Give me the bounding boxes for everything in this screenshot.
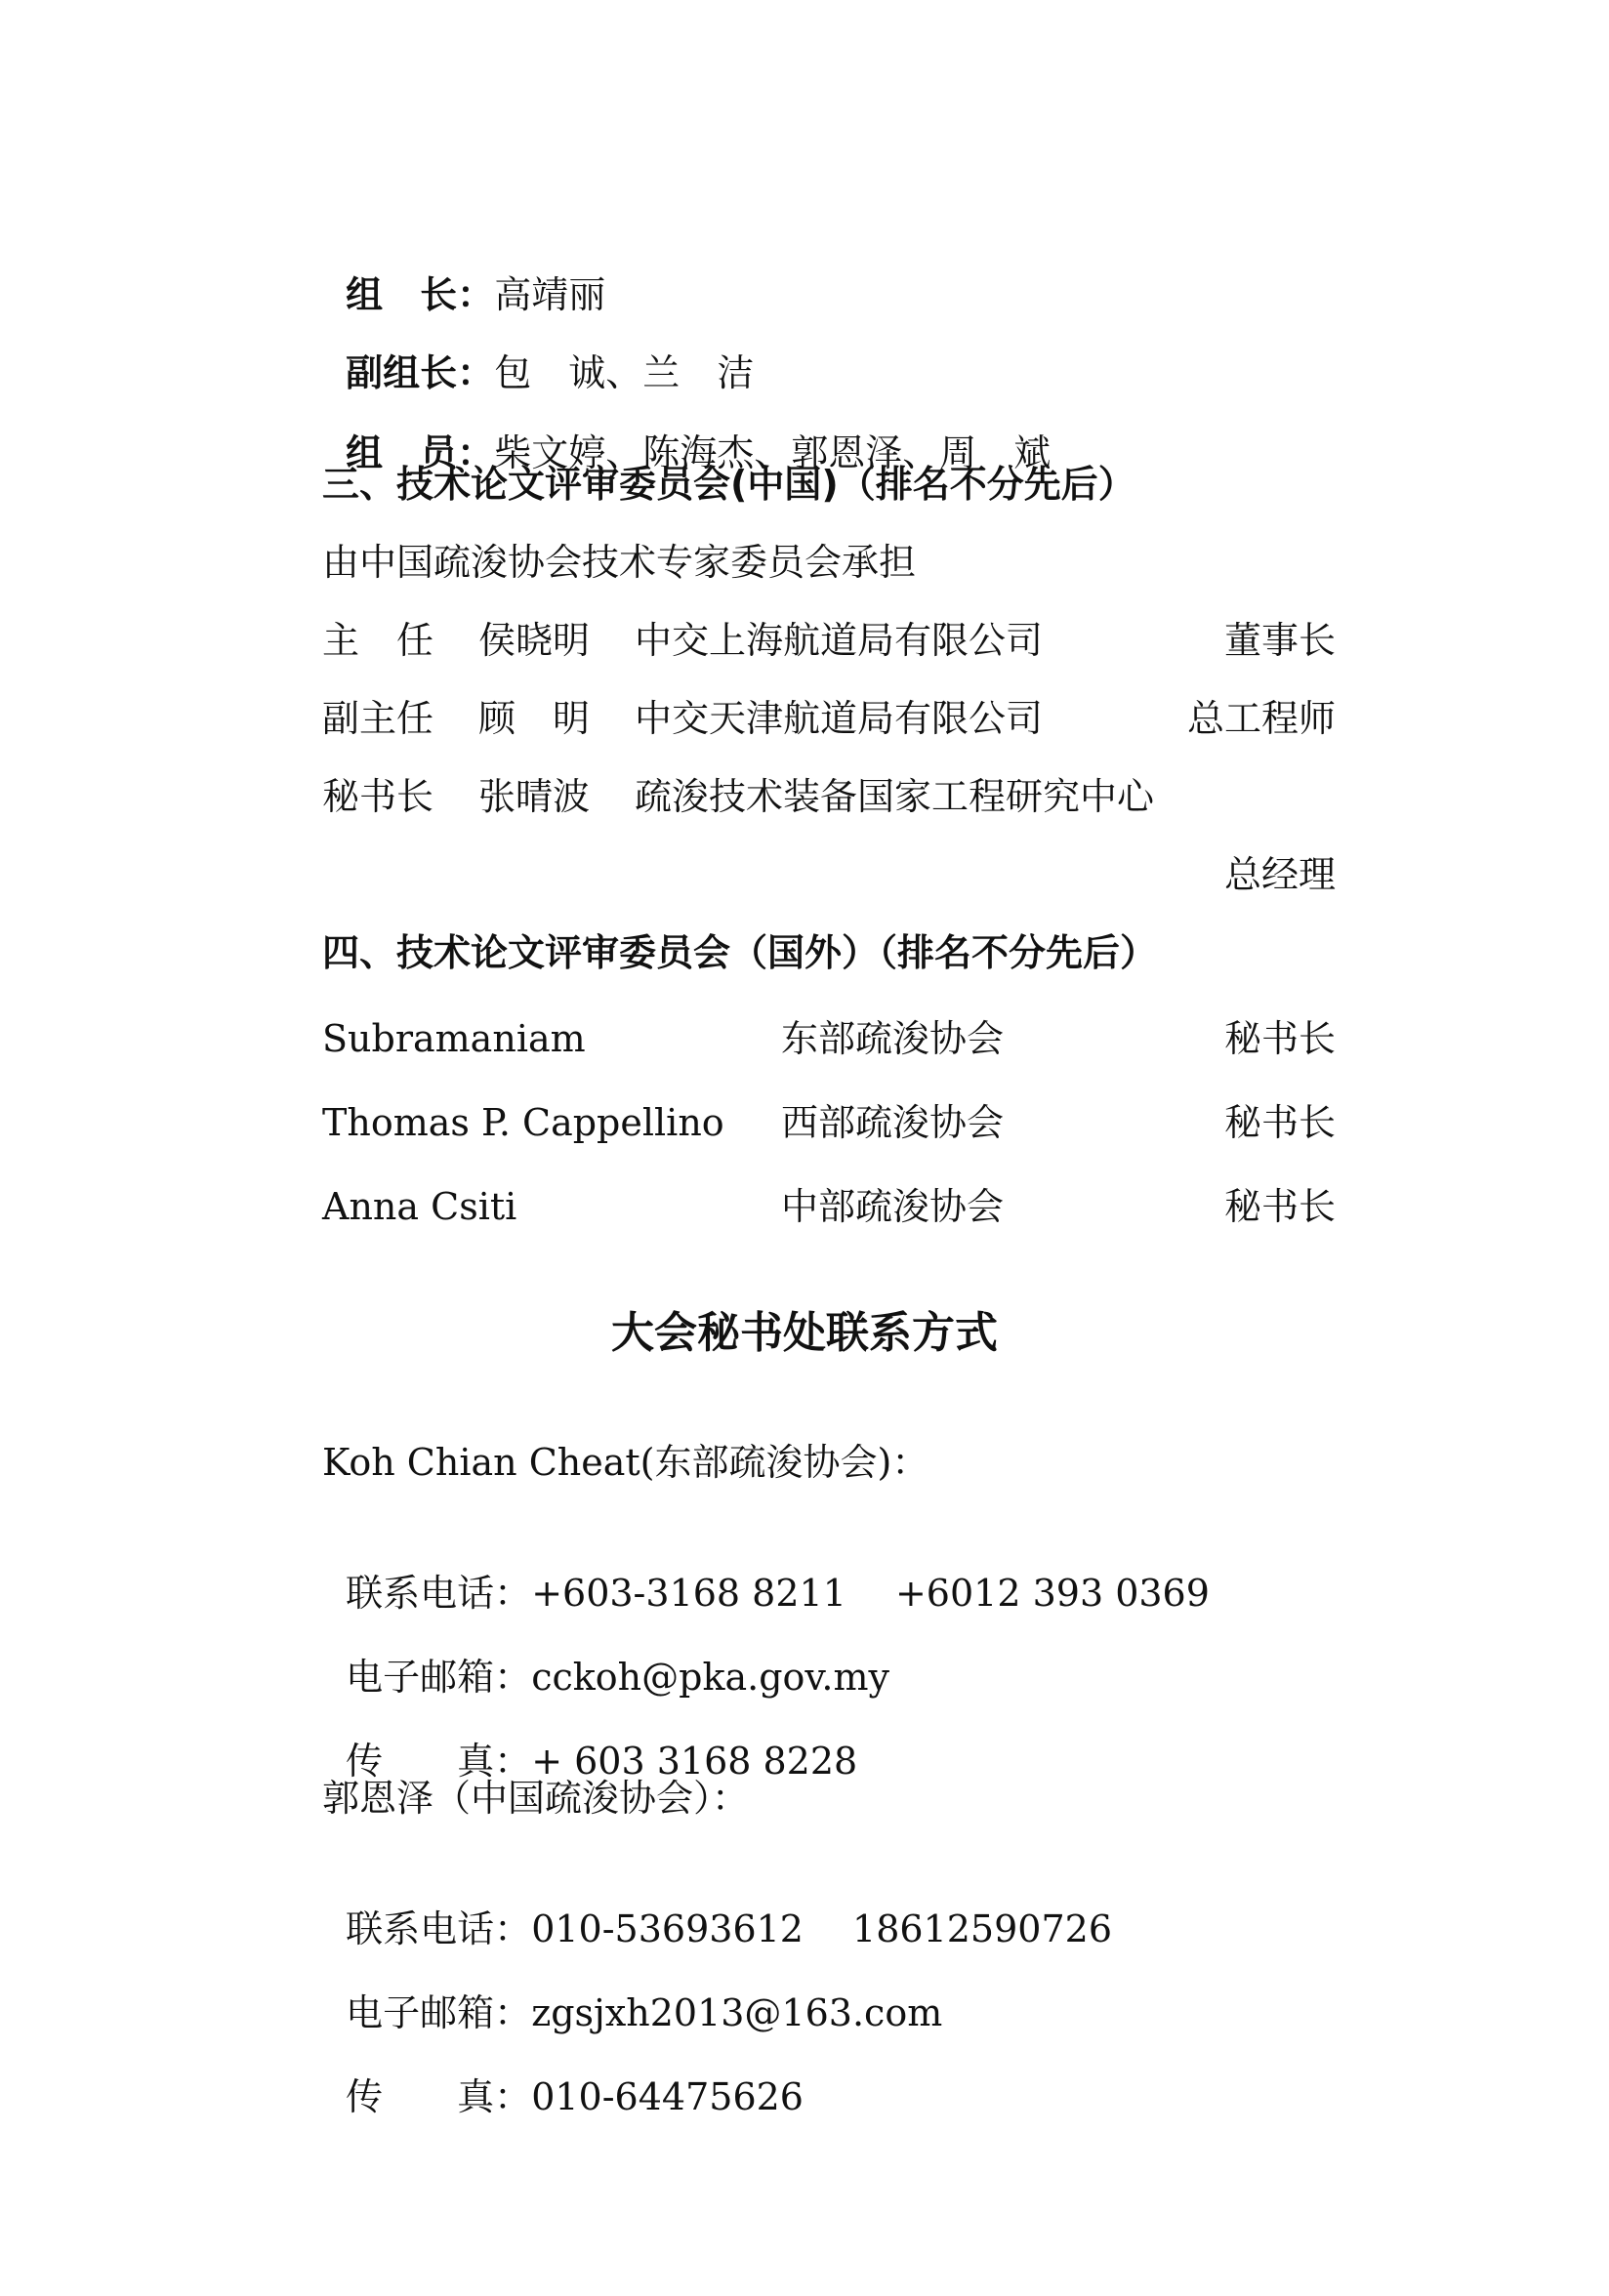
contact1-phone-line <box>322 1523 1210 1617</box>
section4-heading: 四、技术论文评审委员会（国外）（排名不分先后） <box>322 931 1158 974</box>
s3-row1-org: 中交上海航道局有限公司 <box>635 619 1044 662</box>
contact1-email-line <box>322 1607 889 1701</box>
s4-row2-org: 西部疏浚协会 <box>781 1101 1005 1144</box>
s3-row2-title: 总工程师 <box>1186 697 1336 740</box>
group-members-value: 柴文婷、陈海杰、郭恩泽、周 斌 <box>494 431 1052 474</box>
s4-row2-name: Thomas P. Cappellino <box>322 1101 724 1144</box>
contact2-name: 郭恩泽（中国疏浚协会）： <box>322 1777 750 1820</box>
contact1-name: Koh Chian Cheat(东部疏浚协会)： <box>322 1441 929 1484</box>
s3-row2-role: 副主任 <box>322 697 434 740</box>
s3-row3-org: 疏浚技术装备国家工程研究中心 <box>635 775 1155 818</box>
contact1-fax-label: 传 真： <box>346 1740 532 1783</box>
s4-row1-org: 东部疏浚协会 <box>781 1017 1005 1060</box>
s3-row1-role: 主 任 <box>322 619 434 662</box>
s3-row2-name: 顾 明 <box>478 697 591 740</box>
s3-row1-title: 董事长 <box>1223 619 1336 662</box>
contact2-phone: 010-53693612 18612590726 <box>531 1907 1112 1950</box>
contact2-fax: 010-64475626 <box>531 2075 804 2118</box>
contact2-email-label: 电子邮箱： <box>346 1991 532 2034</box>
s4-row3-name: Anna Csiti <box>322 1185 517 1228</box>
s4-row1-title: 秘书长 <box>1223 1017 1336 1060</box>
contact2-fax-line <box>322 2027 804 2120</box>
contact2-email: zgsjxh2013@163.com <box>531 1991 943 2034</box>
group-members-label: 组 员： <box>346 431 495 474</box>
group-leader-value: 高靖丽 <box>494 273 606 316</box>
contact1-fax-line <box>322 1691 857 1784</box>
contact1-email: cckoh@pka.gov.my <box>531 1656 889 1699</box>
contact2-phone-line <box>322 1859 1112 1952</box>
s3-row3-title: 总经理 <box>1223 853 1336 896</box>
s4-row1-name: Subramaniam <box>322 1017 586 1060</box>
contact2-phone-label: 联系电话： <box>346 1907 532 1950</box>
s3-row3-role: 秘书长 <box>322 775 434 818</box>
group-leader-label: 组 长： <box>346 273 495 316</box>
group-deputy-label: 副组长： <box>346 351 495 394</box>
s3-row1-name: 侯晓明 <box>478 619 591 662</box>
contact1-email-label: 电子邮箱： <box>346 1656 532 1699</box>
s3-row2-org: 中交天津航道局有限公司 <box>635 697 1044 740</box>
group-deputy-value: 包 诚、兰 洁 <box>494 351 755 394</box>
contact2-email-line <box>322 1943 942 2036</box>
section3-heading: 三、技术论文评审委员会(中国)（排名不分先后） <box>322 463 1135 506</box>
section3-note: 由中国疏浚协会技术专家委员会承担 <box>322 541 917 584</box>
contact1-phone: +603-3168 8211 +6012 393 0369 <box>531 1572 1210 1615</box>
contact1-phone-label: 联系电话： <box>346 1572 532 1615</box>
contact2-fax-label: 传 真： <box>346 2075 532 2118</box>
contact1-fax: + 603 3168 8228 <box>531 1740 858 1783</box>
s4-row3-title: 秘书长 <box>1223 1185 1336 1228</box>
s3-row3-name: 张晴波 <box>478 775 591 818</box>
contact-title: 大会秘书处联系方式 <box>611 1308 998 1358</box>
s4-row3-org: 中部疏浚协会 <box>781 1185 1005 1228</box>
s4-row2-title: 秘书长 <box>1223 1101 1336 1144</box>
